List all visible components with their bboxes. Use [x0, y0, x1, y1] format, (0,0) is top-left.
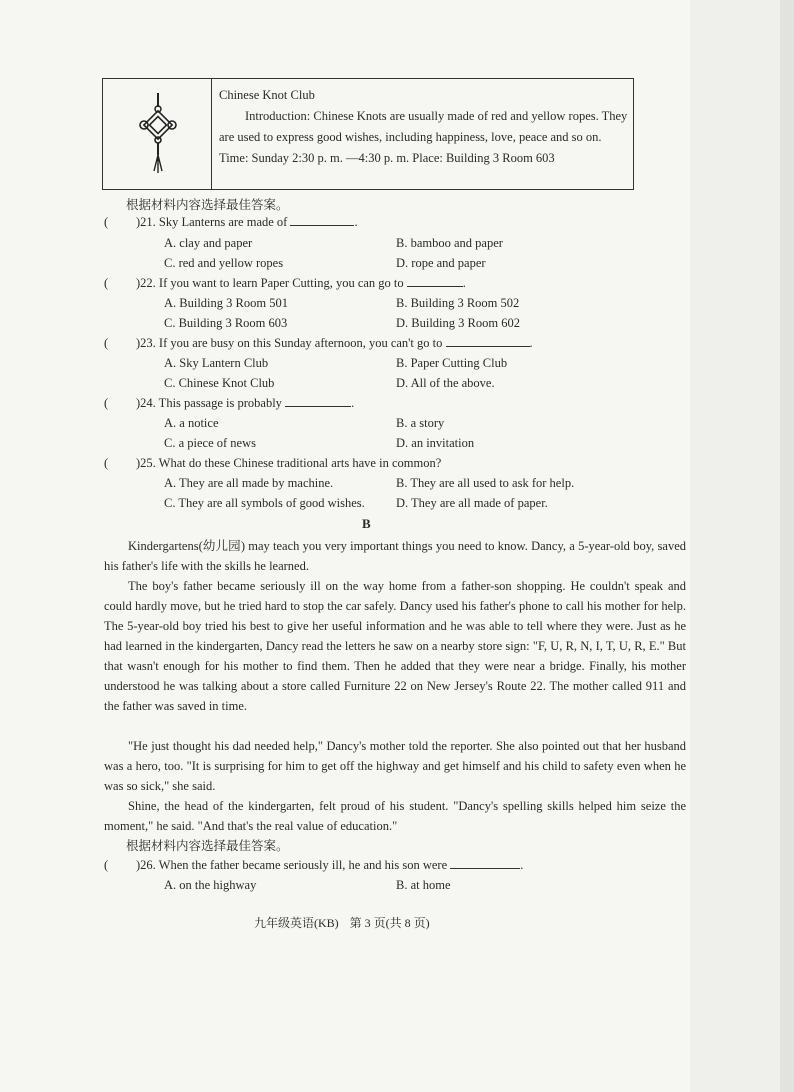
question-tail: .	[354, 215, 358, 229]
club-text	[219, 85, 629, 169]
answer-blank[interactable]	[285, 396, 351, 407]
option-26-a[interactable]: A. on the highway	[164, 878, 257, 892]
option-24-d[interactable]: D. an invitation	[396, 436, 475, 450]
option-22-a[interactable]: A. Building 3 Room 501	[164, 296, 288, 310]
answer-paren: (	[104, 276, 109, 290]
option-25-b[interactable]: B. They are all used to ask for help.	[396, 476, 575, 490]
option-24-c[interactable]: C. a piece of news	[164, 436, 256, 450]
knot-image-cell	[103, 79, 212, 189]
chinese-knot-icon	[133, 93, 183, 173]
option-26-b[interactable]: B. at home	[396, 878, 451, 892]
passage-b-paragraph-3: "He just thought his dad needed help," Dancy's mother told the reporter. She also pointed out that her husband was a hero, too. "It is surprising for him to get off the highway and get himself and his child to safety even when he was so sick," she said.	[104, 739, 686, 793]
answer-blank[interactable]	[450, 858, 520, 869]
club-title: Chinese Knot Club	[219, 88, 315, 102]
option-21-b[interactable]: B. bamboo and paper	[396, 236, 503, 250]
question-text: )23. If you are busy on this Sunday afternoon, you can't go to	[136, 336, 443, 350]
section-b-heading: B	[362, 516, 371, 531]
question-text: )24. This passage is probably	[136, 396, 282, 410]
question-tail: .	[520, 858, 524, 872]
option-24-a[interactable]: A. a notice	[164, 416, 219, 430]
answer-blank[interactable]	[446, 336, 530, 347]
option-25-c[interactable]: C. They are all symbols of good wishes.	[164, 496, 365, 510]
question-text: )21. Sky Lanterns are made of	[136, 215, 288, 229]
option-21-d[interactable]: D. rope and paper	[396, 256, 486, 270]
question-22	[136, 276, 466, 291]
option-23-d[interactable]: D. All of the above.	[396, 376, 495, 390]
passage-b-paragraph-2: The boy's father became seriously ill on the way home from a father-son shopping. He couldn't speak and could hardly move, but he tried hard to stop the car safely. Dancy used his father's phone to call his mother for help. The 5-year-old boy tried his best to give her useful information and he was able to tell where they were. Just as he had learned in the kindergarten, Dancy read the letters he saw on a nearby store sign: "F, U, R, N, I, T, U, R, E." But that wasn't enough for his mother to find them. Then he added that they were near a bridge. Finally, his mother understood he was talking about a store called Furniture 22 on New Jersey's Route 22. The mother called 911 and the father was saved in time.	[104, 579, 686, 713]
question-tail: .	[351, 396, 355, 410]
option-23-a[interactable]: A. Sky Lantern Club	[164, 356, 269, 370]
question-tail: .	[529, 336, 533, 350]
instruction-a: 根据材料内容选择最佳答案。	[126, 198, 289, 212]
question-21	[136, 215, 358, 230]
question-text: )26. When the father became seriously ill, he and his son were	[136, 858, 448, 872]
option-22-d[interactable]: D. Building 3 Room 602	[396, 316, 520, 330]
answer-paren: (	[104, 858, 109, 872]
page-footer	[254, 914, 438, 931]
question-25	[136, 456, 441, 471]
answer-blank[interactable]	[407, 276, 463, 287]
answer-paren: (	[104, 336, 109, 350]
passage-b-paragraph-4: Shine, the head of the kindergarten, felt proud of his student. "Dancy's spelling skills helped him seize the moment," he said. "And that's the real value of education."	[104, 799, 686, 833]
footer-subject: 九年级英语(KB)	[254, 916, 339, 930]
option-22-b[interactable]: B. Building 3 Room 502	[396, 296, 520, 310]
footer-page-number: 第 3 页(共 8 页)	[349, 916, 430, 930]
option-24-b[interactable]: B. a story	[396, 416, 445, 430]
question-text: )22. If you want to learn Paper Cutting, you can go to	[136, 276, 404, 290]
option-23-b[interactable]: B. Paper Cutting Club	[396, 356, 508, 370]
club-introduction: Introduction: Chinese Knots are usually made of red and yellow ropes. They are used to express good wishes, including happiness, love, peace and so on.	[219, 109, 628, 144]
option-25-d[interactable]: D. They are all made of paper.	[396, 496, 548, 510]
question-tail: .	[462, 276, 466, 290]
question-text: )25. What do these Chinese traditional arts have in common?	[136, 456, 442, 470]
answer-blank[interactable]	[290, 215, 354, 226]
question-26	[136, 858, 523, 873]
question-23	[136, 336, 533, 351]
option-21-a[interactable]: A. clay and paper	[164, 236, 253, 250]
option-25-a[interactable]: A. They are all made by machine.	[164, 476, 334, 490]
option-21-c[interactable]: C. red and yellow ropes	[164, 256, 284, 270]
option-22-c[interactable]: C. Building 3 Room 603	[164, 316, 288, 330]
question-24	[136, 396, 354, 411]
chinese-knot-club-card	[102, 78, 634, 190]
answer-paren: (	[104, 396, 109, 410]
answer-paren: (	[104, 456, 109, 470]
club-time-place: Time: Sunday 2:30 p. m. —4:30 p. m. Place: Building 3 Room 603	[219, 151, 555, 165]
instruction-b: 根据材料内容选择最佳答案。	[126, 839, 289, 853]
passage-b-paragraph-1: Kindergartens(幼儿园) may teach you very important things you need to know. Dancy, a 5-year-old boy, saved his father's life with the skills he learned.	[104, 539, 686, 573]
answer-paren: (	[104, 215, 109, 229]
option-23-c[interactable]: C. Chinese Knot Club	[164, 376, 275, 390]
